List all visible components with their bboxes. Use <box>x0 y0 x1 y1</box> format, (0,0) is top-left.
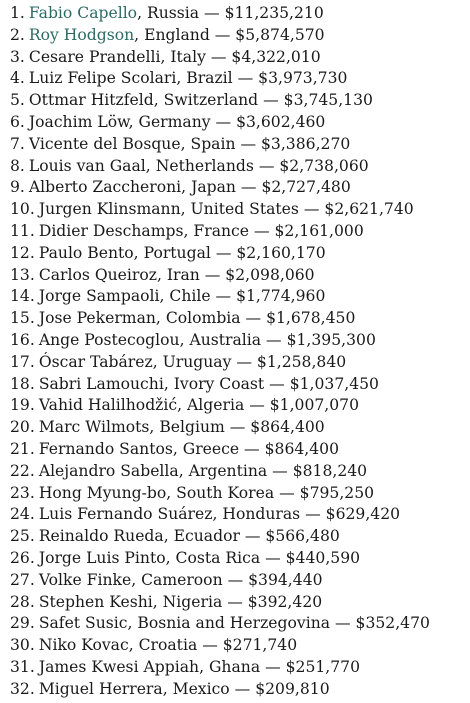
list-item <box>10 570 430 592</box>
list-item <box>10 3 430 25</box>
item-number: 10. <box>10 200 35 219</box>
country-salary: , Iran — $2,098,060 <box>156 265 315 284</box>
list-item <box>10 25 430 47</box>
country-salary: , Japan — $2,727,480 <box>181 178 351 197</box>
country-salary: , Belgium — $864,400 <box>149 418 325 437</box>
coach-name: Paulo Bento <box>38 243 134 262</box>
country-salary: , Russia — $11,235,210 <box>137 4 324 22</box>
country-salary: , United States — $2,621,740 <box>180 200 414 219</box>
coach-name: Joachim Löw <box>28 112 129 131</box>
coach-name: Fernando Santos <box>38 439 173 458</box>
list-item <box>10 417 430 439</box>
item-number: 11. <box>10 221 35 240</box>
coach-name: Ange Postecoglou <box>38 330 180 349</box>
coach-name-link[interactable]: Fabio Capello <box>28 4 138 22</box>
list-item <box>10 613 430 635</box>
coach-name: Reinaldo Rueda <box>38 527 164 546</box>
list-item <box>10 504 430 526</box>
item-number: 22. <box>10 461 35 480</box>
item-number: 27. <box>10 570 35 589</box>
coach-name: Vahid Halilhodžić <box>38 396 178 415</box>
coach-name: Marc Wilmots <box>38 418 150 437</box>
coach-name: James Kwesi Appiah <box>38 657 200 676</box>
item-number: 13. <box>10 265 35 284</box>
list-item <box>10 265 430 287</box>
country-salary: , Greece — $864,400 <box>172 439 340 458</box>
coach-name: Alberto Zaccheroni <box>28 178 182 197</box>
coach-name: Jurgen Klinsmann <box>38 200 181 219</box>
coach-name-link[interactable]: Roy Hodgson <box>28 25 135 44</box>
country-salary: , Italy — $4,322,010 <box>160 47 321 66</box>
list-item <box>10 374 430 396</box>
country-salary: , Mexico — $209,810 <box>162 679 330 698</box>
item-number: 9. <box>10 178 25 197</box>
country-salary: , Switzerland — $3,745,130 <box>153 91 373 110</box>
item-number: 28. <box>10 592 35 611</box>
coach-name: Sabri Lamouchi <box>38 374 164 393</box>
item-number: 1. <box>10 4 25 22</box>
coach-name: Niko Kovac <box>38 636 129 655</box>
coach-name: Jorge Luis Pinto <box>38 548 166 567</box>
list-item <box>10 112 430 134</box>
coach-name: Louis van Gaal <box>28 156 146 175</box>
item-number: 29. <box>10 614 35 633</box>
coach-name: Carlos Queiroz <box>38 265 157 284</box>
list-item <box>10 134 430 156</box>
list-item <box>10 679 430 701</box>
country-salary: , Ecuador — $566,480 <box>163 527 340 546</box>
list-item <box>10 177 430 199</box>
coach-name: Óscar Tabárez <box>38 352 153 371</box>
coach-salary-list <box>10 3 430 701</box>
list-item <box>10 548 430 570</box>
country-salary: , South Korea — $795,250 <box>166 483 375 502</box>
country-salary: , Costa Rica — $440,590 <box>165 548 361 567</box>
item-number: 3. <box>10 47 25 66</box>
country-salary: , Chile — $1,774,960 <box>159 287 326 306</box>
coach-name: Ottmar Hitzfeld <box>28 91 154 110</box>
list-item <box>10 330 430 352</box>
item-number: 14. <box>10 287 35 306</box>
item-number: 12. <box>10 243 35 262</box>
country-salary: , Croatia — $271,740 <box>128 636 298 655</box>
coach-name: Jose Pekerman <box>38 309 156 328</box>
coach-name: Didier Deschamps <box>38 221 184 240</box>
country-salary: , Germany — $3,602,460 <box>128 112 326 131</box>
coach-name: Hong Myung-bo <box>38 483 167 502</box>
item-number: 4. <box>10 69 25 88</box>
item-number: 6. <box>10 112 25 131</box>
list-item <box>10 635 430 657</box>
country-salary: , Uruguay — $1,258,840 <box>152 352 347 371</box>
coach-name: Luiz Felipe Scolari <box>28 69 177 88</box>
country-salary: , Colombia — $1,678,450 <box>155 309 356 328</box>
coach-name: Alejandro Sabella <box>38 461 179 480</box>
country-salary: , Cameroon — $394,440 <box>131 570 323 589</box>
item-number: 5. <box>10 91 25 110</box>
country-salary: , Brazil — $3,973,730 <box>176 69 348 88</box>
item-number: 25. <box>10 527 35 546</box>
item-number: 30. <box>10 636 35 655</box>
list-item <box>10 395 430 417</box>
list-item <box>10 308 430 330</box>
country-salary: , Nigeria — $392,420 <box>152 592 323 611</box>
item-number: 7. <box>10 134 25 153</box>
country-salary: , France — $2,161,000 <box>183 221 364 240</box>
item-number: 17. <box>10 352 35 371</box>
list-item <box>10 156 430 178</box>
item-number: 21. <box>10 439 35 458</box>
coach-name: Miguel Herrera <box>38 679 163 698</box>
list-item <box>10 68 430 90</box>
item-number: 18. <box>10 374 35 393</box>
list-item <box>10 221 430 243</box>
item-number: 8. <box>10 156 25 175</box>
list-item <box>10 483 430 505</box>
list-item <box>10 526 430 548</box>
item-number: 32. <box>10 679 35 698</box>
item-number: 16. <box>10 330 35 349</box>
list-item <box>10 461 430 483</box>
list-item <box>10 352 430 374</box>
country-salary: , Algeria — $1,007,070 <box>177 396 360 415</box>
item-number: 15. <box>10 309 35 328</box>
coach-name: Volke Finke <box>38 570 132 589</box>
country-salary: , Portugal — $2,160,170 <box>133 243 326 262</box>
coach-name: Luis Fernando Suárez <box>38 505 213 524</box>
item-number: 20. <box>10 418 35 437</box>
list-item <box>10 199 430 221</box>
country-salary: , England — $5,874,570 <box>134 25 325 44</box>
country-salary: , Bosnia and Herzegovina — $352,470 <box>127 614 430 633</box>
item-number: 31. <box>10 657 35 676</box>
list-item <box>10 243 430 265</box>
country-salary: , Argentina — $818,240 <box>178 461 368 480</box>
coach-name: Stephen Keshi <box>38 592 153 611</box>
coach-name: Safet Susic <box>38 614 128 633</box>
list-item <box>10 592 430 614</box>
country-salary: , Netherlands — $2,738,060 <box>145 156 369 175</box>
item-number: 24. <box>10 505 35 524</box>
item-number: 2. <box>10 25 25 44</box>
country-salary: , Ghana — $251,770 <box>199 657 361 676</box>
country-salary: , Spain — $3,386,270 <box>180 134 351 153</box>
country-salary: , Australia — $1,395,300 <box>179 330 376 349</box>
list-item <box>10 657 430 679</box>
country-salary: , Honduras — $629,420 <box>212 505 401 524</box>
coach-name: Cesare Prandelli <box>28 47 161 66</box>
coach-name: Vicente del Bosque <box>28 134 181 153</box>
coach-name: Jorge Sampaoli <box>38 287 160 306</box>
list-item <box>10 286 430 308</box>
item-number: 26. <box>10 548 35 567</box>
item-number: 19. <box>10 396 35 415</box>
country-salary: , Ivory Coast — $1,037,450 <box>163 374 379 393</box>
list-item <box>10 90 430 112</box>
list-item <box>10 47 430 69</box>
list-item <box>10 439 430 461</box>
item-number: 23. <box>10 483 35 502</box>
